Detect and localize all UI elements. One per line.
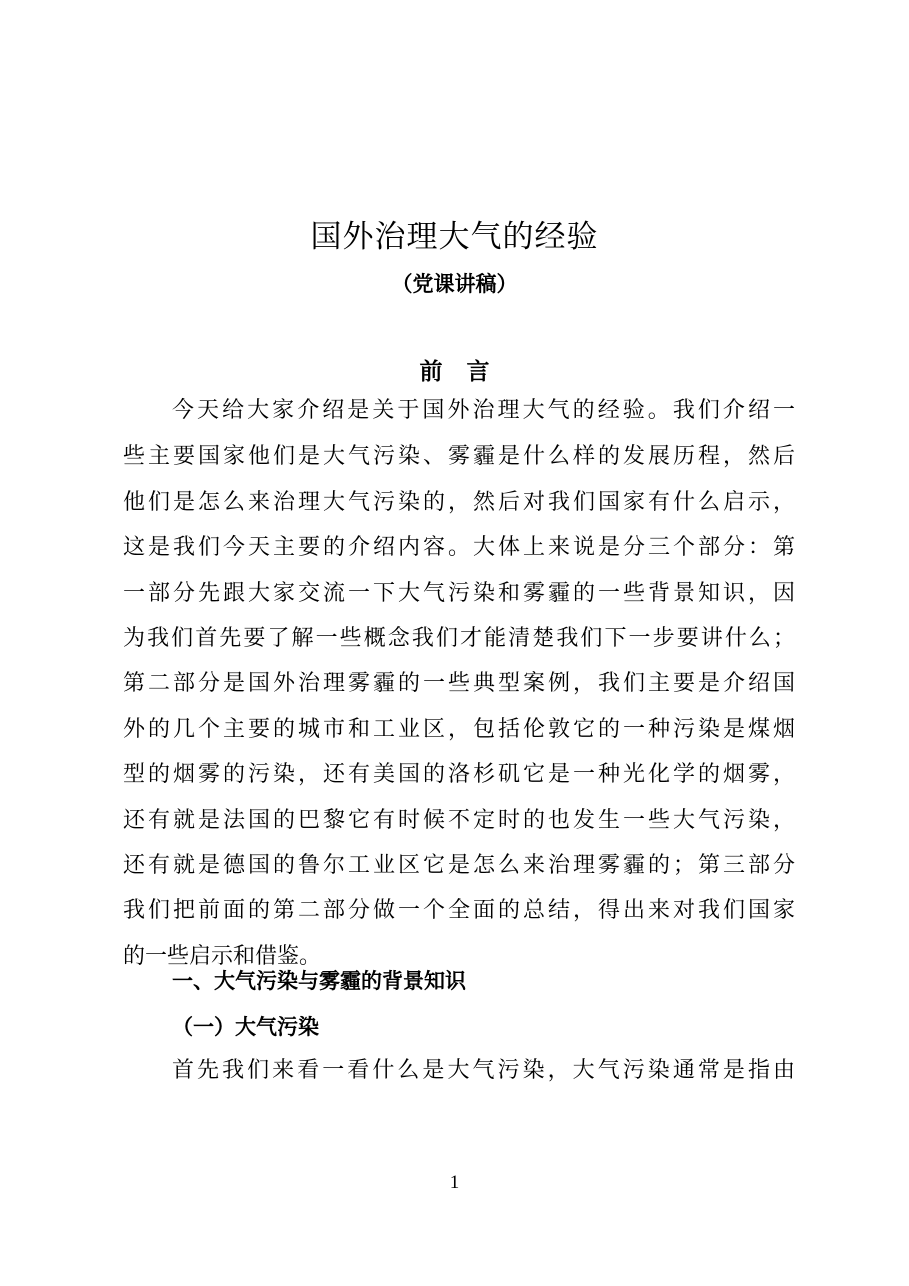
paragraph-line: 今天给大家介绍是关于国外治理大气的经验。我们介绍一 xyxy=(172,398,795,423)
preface-heading: 前言 xyxy=(419,359,514,385)
section-heading: 一、大气污染与雾霾的背景知识 xyxy=(172,969,466,993)
paragraph-line: 首先我们来看一看什么是大气污染，大气污染通常是指由 xyxy=(172,1058,795,1083)
paragraph-line: 我们把前面的第二部分做一个全面的总结，得出来对我们国家 xyxy=(123,898,795,923)
document-subtitle: （党课讲稿） xyxy=(391,272,518,296)
paragraph-line: 些主要国家他们是大气污染、雾霾是什么样的发展历程，然后 xyxy=(123,444,795,469)
paragraph-line: 为我们首先要了解一些概念我们才能清楚我们下一步要讲什么； xyxy=(123,626,795,651)
document-title: 国外治理大气的经验 xyxy=(310,219,599,255)
page-number: 1 xyxy=(449,1172,460,1193)
paragraph-line: 型的烟雾的污染，还有美国的洛杉矶它是一种光化学的烟雾， xyxy=(123,762,795,787)
paragraph-line: 的一些启示和借鉴。 xyxy=(123,944,322,969)
paragraph-line: 第二部分是国外治理雾霾的一些典型案例，我们主要是介绍国 xyxy=(123,671,795,696)
paragraph-line: 还有就是法国的巴黎它有时候不定时的也发生一些大气污染， xyxy=(123,808,795,833)
paragraph-line: 一部分先跟大家交流一下大气污染和雾霾的一些背景知识，因 xyxy=(123,581,795,606)
paragraph-line: 他们是怎么来治理大气污染的，然后对我们国家有什么启示， xyxy=(123,490,795,515)
subsection-heading: （一）大气污染 xyxy=(172,1015,319,1039)
paragraph-line: 还有就是德国的鲁尔工业区它是怎么来治理雾霾的；第三部分 xyxy=(123,853,795,878)
paragraph-line: 外的几个主要的城市和工业区，包括伦敦它的一种污染是煤烟 xyxy=(123,717,795,742)
paragraph-line: 这是我们今天主要的介绍内容。大体上来说是分三个部分：第 xyxy=(123,535,795,560)
